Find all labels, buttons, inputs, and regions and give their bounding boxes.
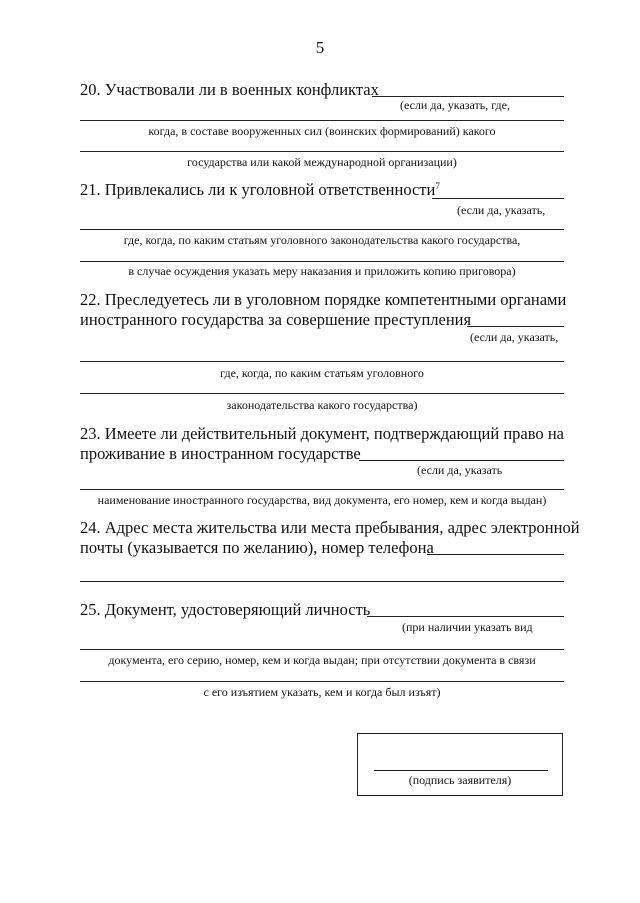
question-20-hint-1: (если да, указать, где, — [400, 98, 510, 112]
question-25-answer-line-3[interactable] — [80, 681, 564, 682]
question-20-answer-line-3[interactable] — [80, 151, 564, 152]
signature-caption: (подпись заявителя) — [408, 773, 512, 787]
question-25-hint-2: документа, его серию, номер, кем и когда выдан; при отсутствии документа в связи — [108, 653, 536, 667]
question-20-label: 20. Участвовали ли в военных конфликтах — [80, 80, 379, 99]
question-21-label — [80, 180, 440, 200]
page-number: 5 — [315, 38, 325, 57]
question-24-answer-line-1[interactable] — [427, 554, 564, 555]
question-25-hint-3: с его изъятием указать, кем и когда был изъят) — [203, 685, 441, 699]
question-22-label-line-2: иностранного государства за совершение преступления — [80, 310, 472, 329]
question-23-answer-line-2[interactable] — [80, 489, 564, 490]
question-22-answer-line-2[interactable] — [80, 361, 564, 362]
question-22-label-line-1: 22. Преследуетесь ли в уголовном порядке компетентными органами — [80, 290, 567, 309]
question-23-answer-line-1[interactable] — [359, 460, 564, 461]
question-20-hint-2: когда, в составе вооруженных сил (воинских формирований) какого — [148, 124, 496, 138]
question-22-hint-1: (если да, указать, — [470, 330, 559, 344]
question-22-answer-line-1[interactable] — [467, 326, 564, 327]
question-21-hint-3: в случае осуждения указать меру наказания и приложить копию приговора) — [128, 264, 516, 278]
question-25-answer-line-2[interactable] — [80, 649, 564, 650]
question-25-label: 25. Документ, удостоверяющий личность — [80, 600, 371, 619]
question-21-answer-line-3[interactable] — [80, 261, 564, 262]
question-21-answer-line-1[interactable] — [432, 198, 564, 199]
question-20-answer-line-2[interactable] — [80, 120, 564, 121]
question-25-hint-1: (при наличии указать вид — [402, 620, 533, 634]
question-20-answer-line-1[interactable] — [372, 96, 564, 97]
question-21-answer-line-2[interactable] — [80, 229, 564, 230]
question-21-hint-2: где, когда, по каким статьям уголовного законодательства какого государства, — [123, 233, 521, 247]
question-25-answer-line-1[interactable] — [367, 616, 564, 617]
question-24-answer-line-2[interactable] — [80, 581, 564, 582]
question-24-label-line-1: 24. Адрес места жительства или места пребывания, адрес электронной — [80, 518, 580, 537]
question-22-hint-2: где, когда, по каким статьям уголовного — [220, 366, 424, 380]
question-21-text: 21. Привлекались ли к уголовной ответственности — [80, 180, 436, 199]
question-23-label-line-2: проживание в иностранном государстве — [80, 444, 361, 463]
question-23-hint-1: (если да, указать — [417, 463, 503, 477]
question-21-hint-1: (если да, указать, — [457, 203, 546, 217]
footnote-marker: 7 — [435, 181, 440, 191]
question-22-answer-line-3[interactable] — [80, 393, 564, 394]
question-23-hint-2: наименование иностранного государства, вид документа, его номер, кем и когда выдан) — [97, 493, 547, 507]
question-23-label-line-1: 23. Имеете ли действительный документ, подтверждающий право на — [80, 424, 564, 443]
signature-line[interactable] — [374, 770, 548, 771]
question-24-label-line-2: почты (указывается по желанию), номер телефона — [80, 538, 434, 557]
question-22-hint-3: законодательства какого государства) — [226, 398, 418, 412]
question-20-hint-3: государства или какой международной организации) — [187, 155, 457, 169]
